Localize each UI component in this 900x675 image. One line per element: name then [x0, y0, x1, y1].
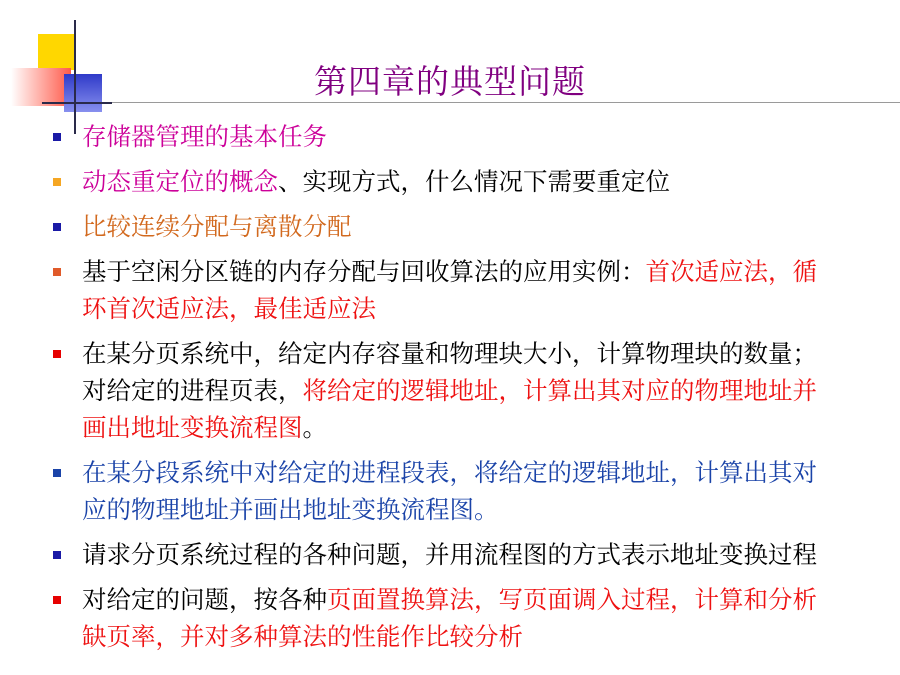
item-text-highlight: 首次适应法，循环首次适应法，最佳适应法 — [82, 257, 817, 323]
item-text-end: 。 — [302, 413, 327, 442]
slide-title: 第四章的典型问题 — [314, 62, 586, 101]
square-bullet-icon — [53, 133, 61, 141]
bullet-list — [48, 118, 838, 663]
bullet-item-4 — [48, 253, 838, 327]
item-text-highlight: 动态重定位的概念 — [82, 167, 278, 196]
bullet-item-6 — [48, 454, 838, 528]
item-text: 比较连续分配与离散分配 — [82, 212, 352, 241]
item-text: 在某分页系统中，给定内存容量和物理块大小，计算物理块的数量；对给定的进程页表， — [82, 339, 817, 405]
item-text: 请求分页系统过程的各种问题，并用流程图的方式表示地址变换过程 — [82, 540, 817, 569]
item-text-highlight: 将给定的逻辑地址，计算出其对应的物理地址并画出地址变换流程图 — [82, 376, 817, 442]
bullet-item-8 — [48, 581, 838, 655]
item-text: 存储器管理的基本任务 — [82, 122, 327, 151]
item-text: 基于空闲分区链的内存分配与回收算法的应用实例： — [82, 257, 646, 286]
item-text: 对给定的问题，按各种 — [82, 585, 327, 614]
bullet-item-7 — [48, 536, 838, 573]
square-bullet-icon — [53, 551, 61, 559]
square-bullet-icon — [53, 350, 61, 358]
square-bullet-icon — [53, 178, 61, 186]
square-bullet-icon — [53, 596, 61, 604]
square-bullet-icon — [53, 223, 61, 231]
square-bullet-icon — [53, 268, 61, 276]
item-text-highlight: 页面置换算法，写页面调入过程，计算和分析缺页率，并对多种算法的性能作比较分析 — [82, 585, 817, 651]
item-text: 、实现方式，什么情况下需要重定位 — [278, 167, 670, 196]
item-text: 在某分段系统中对给定的进程段表，将给定的逻辑地址，计算出其对应的物理地址并画出地址变换流程图。 — [82, 458, 817, 524]
square-bullet-icon — [53, 469, 61, 477]
bullet-item-1 — [48, 118, 838, 155]
bullet-item-5 — [48, 335, 838, 446]
bullet-item-3 — [48, 208, 838, 245]
bullet-item-2 — [48, 163, 838, 200]
